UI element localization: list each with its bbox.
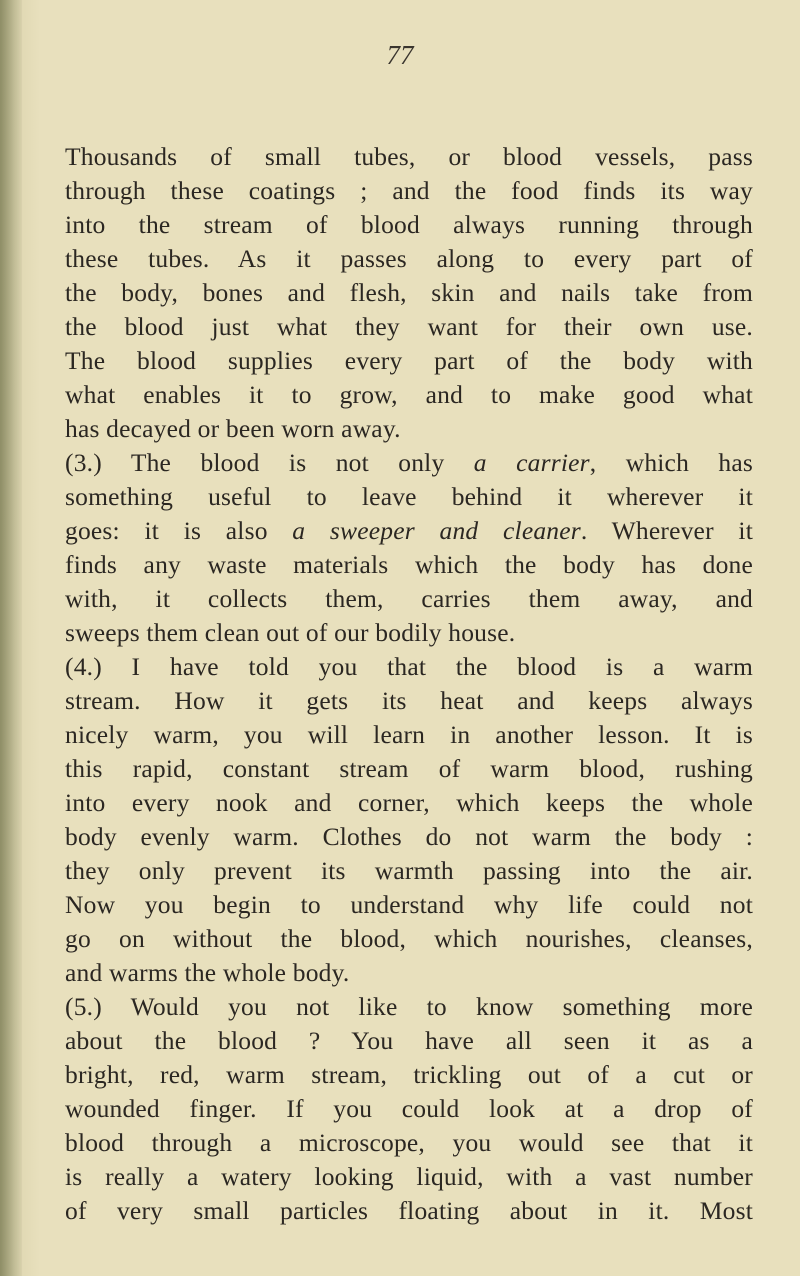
text-line: of very small particles floating about in it. Most [65,1196,753,1225]
text-line: bright, red, warm stream, trickling out of a cut or [65,1060,753,1089]
text-line: Thousands of small tubes, or blood vessels, pass [65,142,753,171]
text-line: is really a watery looking liquid, with a vast number [65,1162,753,1191]
text-line: has decayed or been worn away. [65,414,401,443]
text-line: about the blood ? You have all seen it as a [65,1026,753,1055]
text-line: Now you begin to understand why life could not [65,890,753,919]
text-line: they only prevent its warmth passing into the air. [65,856,753,885]
body-text [65,140,753,1228]
text-line-paragraph-5: (5.) Would you not like to know something more [65,992,753,1021]
text-line: the blood just what they want for their own use. [65,312,753,341]
text-line: into the stream of blood always running through [65,210,753,239]
text-line: these tubes. As it passes along to every part of [65,244,753,273]
text-line: stream. How it gets its heat and keeps always [65,686,753,715]
text-line: sweeps them clean out of our bodily house. [65,618,516,647]
text-line-paragraph-4: (4.) I have told you that the blood is a warm [65,652,753,681]
text-line: this rapid, constant stream of warm blood, rushing [65,754,753,783]
page-number: 77 [386,40,414,70]
text-line: with, it collects them, carries them away, and [65,584,753,613]
text-line: finds any waste materials which the body has done [65,550,753,579]
emphasis-carrier: a carrier [473,448,590,477]
text-line: what enables it to grow, and to make good what [65,380,753,409]
text-line: body evenly warm. Clothes do not warm the body : [65,822,753,851]
text-line: into every nook and corner, which keeps the whole [65,788,753,817]
text-line: through these coatings ; and the food finds its way [65,176,753,205]
emphasis-sweeper: a sweeper and cleaner [292,516,581,545]
text-line: the body, bones and flesh, skin and nails take from [65,278,753,307]
text-line: blood through a microscope, you would see that it [65,1128,753,1157]
text-line: The blood supplies every part of the body with [65,346,753,375]
text-line-paragraph-3: (3.) The blood is not only a carrier, which has [65,448,753,477]
text-line: nicely warm, you will learn in another lesson. It is [65,720,753,749]
text-line: goes: it is also a sweeper and cleaner. Wherever it [65,516,753,545]
text-line: something useful to leave behind it wherever it [65,482,753,511]
binding-gutter [0,0,22,1276]
text-line: go on without the blood, which nourishes, cleanses, [65,924,753,953]
text-line: wounded finger. If you could look at a drop of [65,1094,753,1123]
text-line: and warms the whole body. [65,958,350,987]
